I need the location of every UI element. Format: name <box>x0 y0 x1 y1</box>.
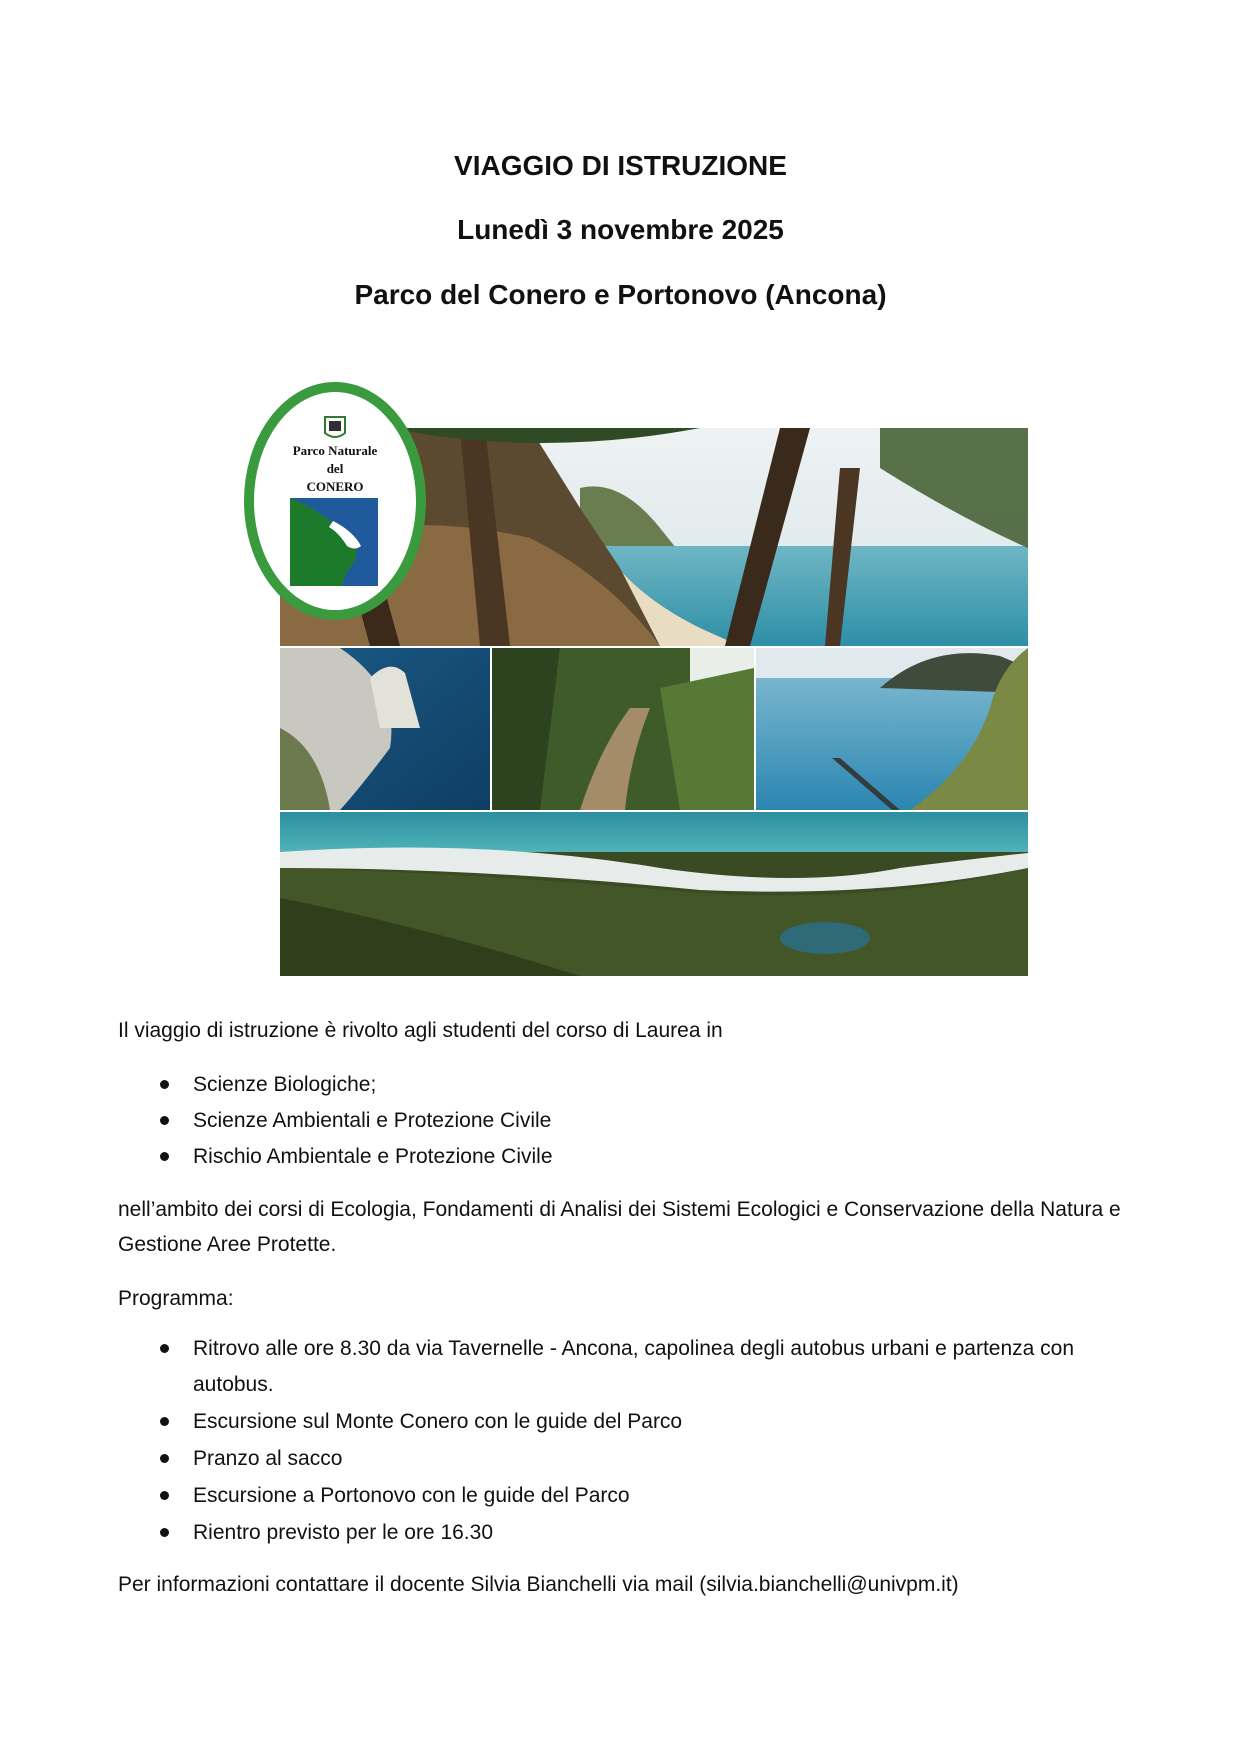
list-item: Ritrovo alle ore 8.30 da via Tavernelle - Ancona, capolinea degli autobus urbani e partenza con autobus. <box>118 1331 1128 1403</box>
contact-info: Per informazioni contattare il docente Silvia Bianchelli via mail (silvia.bianchelli@univpm.it) <box>118 1573 959 1596</box>
list-item: Escursione sul Monte Conero con le guide del Parco <box>118 1404 1128 1440</box>
list-item: Rientro previsto per le ore 16.30 <box>118 1515 1128 1551</box>
park-logo <box>243 381 427 621</box>
list-item: Escursione a Portonovo con le guide del Parco <box>118 1478 1128 1514</box>
course-list <box>118 1067 1128 1175</box>
bay-panel <box>756 648 1028 810</box>
logo-line-1: Parco Naturale <box>292 443 378 458</box>
list-item: Scienze Biologiche; <box>118 1067 1128 1103</box>
logo-line-3: CONERO <box>306 479 364 494</box>
intro-text: Il viaggio di istruzione è rivolto agli studenti del corso di Laurea in <box>118 1019 723 1042</box>
list-item: Rischio Ambientale e Protezione Civile <box>118 1139 1128 1175</box>
program-label: Programma: <box>118 1287 234 1310</box>
shield-icon <box>325 417 345 437</box>
event-date: Lunedì 3 novembre 2025 <box>457 214 784 245</box>
logo-line-2: del <box>326 461 344 476</box>
list-item: Pranzo al sacco <box>118 1441 1128 1477</box>
portonovo-panel <box>280 812 1028 976</box>
context-text: nell’ambito dei corsi di Ecologia, Fondamenti di Analisi dei Sistemi Ecologici e Conservazione della Natura e Gestione Aree Protette. <box>118 1198 1121 1256</box>
event-location: Parco del Conero e Portonovo (Ancona) <box>354 279 887 310</box>
page-title: VIAGGIO DI ISTRUZIONE <box>454 150 787 181</box>
trail-panel <box>492 648 754 810</box>
program-list <box>118 1331 1128 1551</box>
list-item: Scienze Ambientali e Protezione Civile <box>118 1103 1128 1139</box>
mountain-emblem <box>290 498 378 586</box>
cliffs-panel <box>280 648 490 810</box>
